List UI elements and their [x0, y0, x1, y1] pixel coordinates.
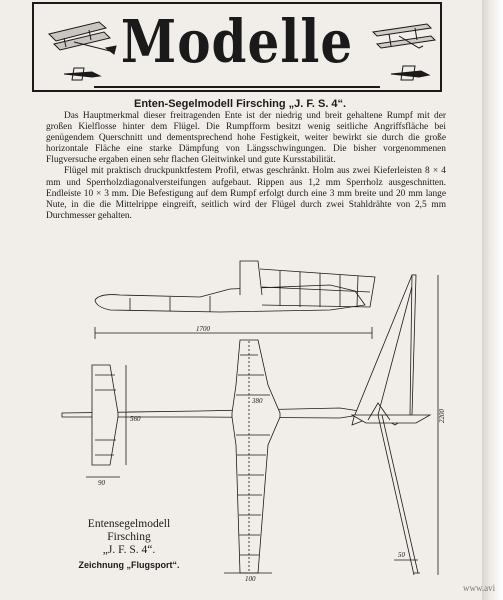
article-body	[46, 111, 446, 222]
dim-front: 50	[398, 551, 405, 559]
watermark: www.avi	[463, 583, 496, 593]
header-underline	[94, 86, 380, 88]
monoplane-illustration-right	[389, 62, 431, 84]
page-edge	[482, 0, 503, 600]
monoplane-illustration-left	[62, 64, 102, 84]
article-paragraph-2: Flügel mit praktisch druckpunktfestem Profil, etwas geschränkt. Holm aus zwei Kieferleisten 8 × 4 mm und Sperrholzdiagonalversteifungen aufgebaut. Rippen aus 1,2 mm Sperrholz ausgeschnitten. Endleiste 10 × 3 mm. Die Befestigung auf dem Rumpf erfolgt durch eine 3 mm breite und 20 mm lange Nute, in die die Mittelrippe eingreift, seitlich wird der Flügel durch zwei Stahldrähte von 2,5 mm Durchmesser gehalten.	[46, 166, 446, 221]
dim-wing-tip: 100	[245, 575, 256, 583]
dim-wing-chord: 380	[252, 397, 263, 405]
dim-tail-span: 560	[130, 415, 141, 423]
article-paragraph-1: Das Hauptmerkmal dieser freitragenden Ente ist der niedrig und breit gehaltene Rumpf mit der großen Kielflosse hinter dem Flügel. Die Rumpfform besitzt wenig seitliche Angriffsfläche bei genügendem Querschnitt und dementsprechend hohe Festigkeit, weiter bewirkt sie durch die große horizontale Fläche eine starke Dämpfung von Längsschwingungen. Die bisher vorgenommenen Flugversuche ergaben einen sehr flachen Gleitwinkel und gute Kursstabilität.	[46, 111, 446, 166]
dim-tail-chord: 90	[98, 479, 105, 487]
front-view	[352, 275, 438, 575]
technical-drawing	[0, 255, 482, 585]
caption-credit: Zeichnung „Flugsport“.	[78, 560, 180, 570]
dim-wing-span: 2200	[438, 409, 446, 423]
section-title: Modelle	[120, 6, 354, 77]
caption-line-2: Firsching	[107, 531, 151, 543]
caption-line-1: Entensegelmodell	[87, 518, 171, 530]
section-header	[32, 2, 442, 92]
biplane-illustration-left	[44, 14, 119, 59]
article-title: Enten-Segelmodell Firsching „J. F. S. 4“.	[134, 98, 347, 110]
side-view	[95, 261, 375, 339]
dim-fuselage-length: 1700	[196, 325, 210, 333]
figure-caption	[74, 518, 184, 572]
biplane-illustration-right	[369, 18, 439, 58]
caption-line-3: „J. F. S. 4“.	[102, 544, 156, 556]
